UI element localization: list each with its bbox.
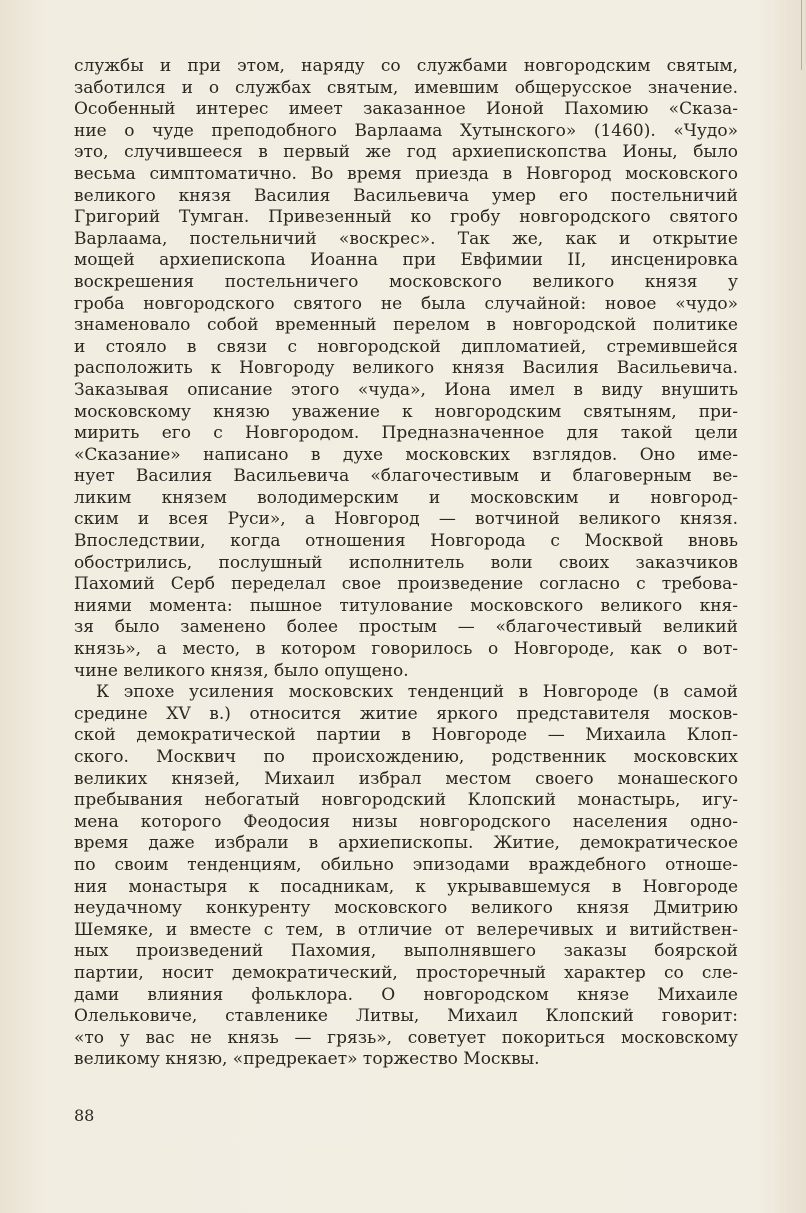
page-number: 88	[74, 1106, 95, 1125]
text-line: нует Василия Васильевича «благочестивым и благоверным ве-	[74, 466, 738, 487]
text-line: Пахомий Серб переделал свое произведение согласно с требова-	[74, 574, 738, 595]
text-line: мена которого Феодосия низы новгородского населения одно-	[74, 811, 738, 832]
text-line: ния монастыря к посадникам, к укрывавшемуся в Новгороде	[74, 876, 738, 897]
text-line: ние о чуде преподобного Варлаама Хутынского» (1460). «Чудо»	[74, 120, 738, 141]
text-line: заботился и о службах святым, имевшим общерусское значение.	[74, 77, 738, 98]
text-line: князь», а место, в котором говорилось о Новгороде, как о вот-	[74, 639, 738, 660]
text-line: Шемяке, и вместе с тем, в отличие от велеречивых и витийствен-	[74, 919, 738, 940]
text-line: дами влияния фольклора. О новгородском князе Михаиле	[74, 984, 738, 1005]
text-line: ского. Москвич по происхождению, родственник московских	[74, 747, 738, 767]
text-line: гроба новгородского святого не была случайной: новое «чудо»	[74, 293, 738, 314]
text-line: московскому князю уважение к новгородским святыням, при-	[74, 401, 738, 422]
page-edge-mark	[801, 0, 802, 70]
text-line: службы и при этом, наряду со службами новгородским святым,	[74, 56, 738, 76]
text-line: Заказывая описание этого «чуда», Иона имел в виду внушить	[74, 379, 738, 400]
text-line: ской демократической партии в Новгороде — Михаила Клоп-	[74, 725, 738, 746]
text-line: знаменовало собой временный перелом в новгородской политике	[74, 315, 738, 336]
text-line: чине великого князя, было опущено.	[74, 660, 409, 681]
text-line: это, случившееся в первый же год архиепископства Ионы, было	[74, 142, 738, 163]
text-line: расположить к Новгороду великого князя Василия Васильевича.	[74, 358, 738, 379]
text-line: время даже избрали в архиепископы. Житие, демократическое	[74, 833, 738, 854]
text-line: по своим тенденциям, обильно эпизодами враждебного отноше-	[74, 854, 738, 875]
text-line: ликим князем володимерским и московским и новгород-	[74, 487, 738, 508]
text-line: пребывания небогатый новгородский Клопский монастырь, игу-	[74, 790, 738, 811]
text-line: и стояло в связи с новгородской дипломатией, стремившейся	[74, 336, 738, 357]
text-line: «Сказание» написано в духе московских взглядов. Оно име-	[74, 444, 738, 465]
body-text	[74, 56, 738, 1071]
text-line: партии, носит демократический, просторечный характер со сле-	[74, 962, 738, 983]
text-line: воскрешения постельничего московского великого князя у	[74, 271, 738, 292]
text-line: великому князю, «предрекает» торжество Москвы.	[74, 1049, 540, 1070]
text-line: Впоследствии, когда отношения Новгорода с Москвой вновь	[74, 531, 738, 552]
text-line: Григорий Тумган. Привезенный ко гробу новгородского святого	[74, 207, 738, 228]
text-line: весьма симптоматично. Во время приезда в Новгород московского	[74, 163, 738, 184]
text-line: обострились, послушный исполнитель воли своих заказчиков	[74, 552, 738, 573]
text-line: ским и всея Руси», а Новгород — вотчиной великого князя.	[74, 509, 738, 530]
text-line: мирить его с Новгородом. Предназначенное для такой цели	[74, 423, 738, 444]
text-line: Олельковиче, ставленике Литвы, Михаил Клопский говорит:	[74, 1006, 738, 1027]
text-line: ниями момента: пышное титулование московского великого кня-	[74, 595, 738, 616]
text-line: Особенный интерес имеет заказанное Ионой Пахомию «Сказа-	[74, 99, 738, 120]
text-line: зя было заменено более простым — «благочестивый великий	[74, 617, 738, 638]
text-line: мощей архиепископа Иоанна при Евфимии II, инсценировка	[74, 250, 738, 271]
text-line: К эпохе усиления московских тенденций в Новгороде (в самой	[96, 682, 738, 703]
text-line: средине XV в.) относится житие яркого представителя москов-	[74, 703, 738, 724]
text-line: великих князей, Михаил избрал местом своего монашеского	[74, 768, 738, 789]
text-line: Варлаама, постельничий «воскрес». Так же, как и открытие	[74, 228, 738, 249]
text-line: «то у вас не князь — грязь», советует покориться московскому	[74, 1027, 738, 1048]
text-line: ных произведений Пахомия, выполнявшего заказы боярской	[74, 941, 738, 962]
text-line: неудачному конкуренту московского великого князя Дмитрию	[74, 898, 738, 919]
text-line: великого князя Василия Васильевича умер его постельничий	[74, 185, 738, 206]
